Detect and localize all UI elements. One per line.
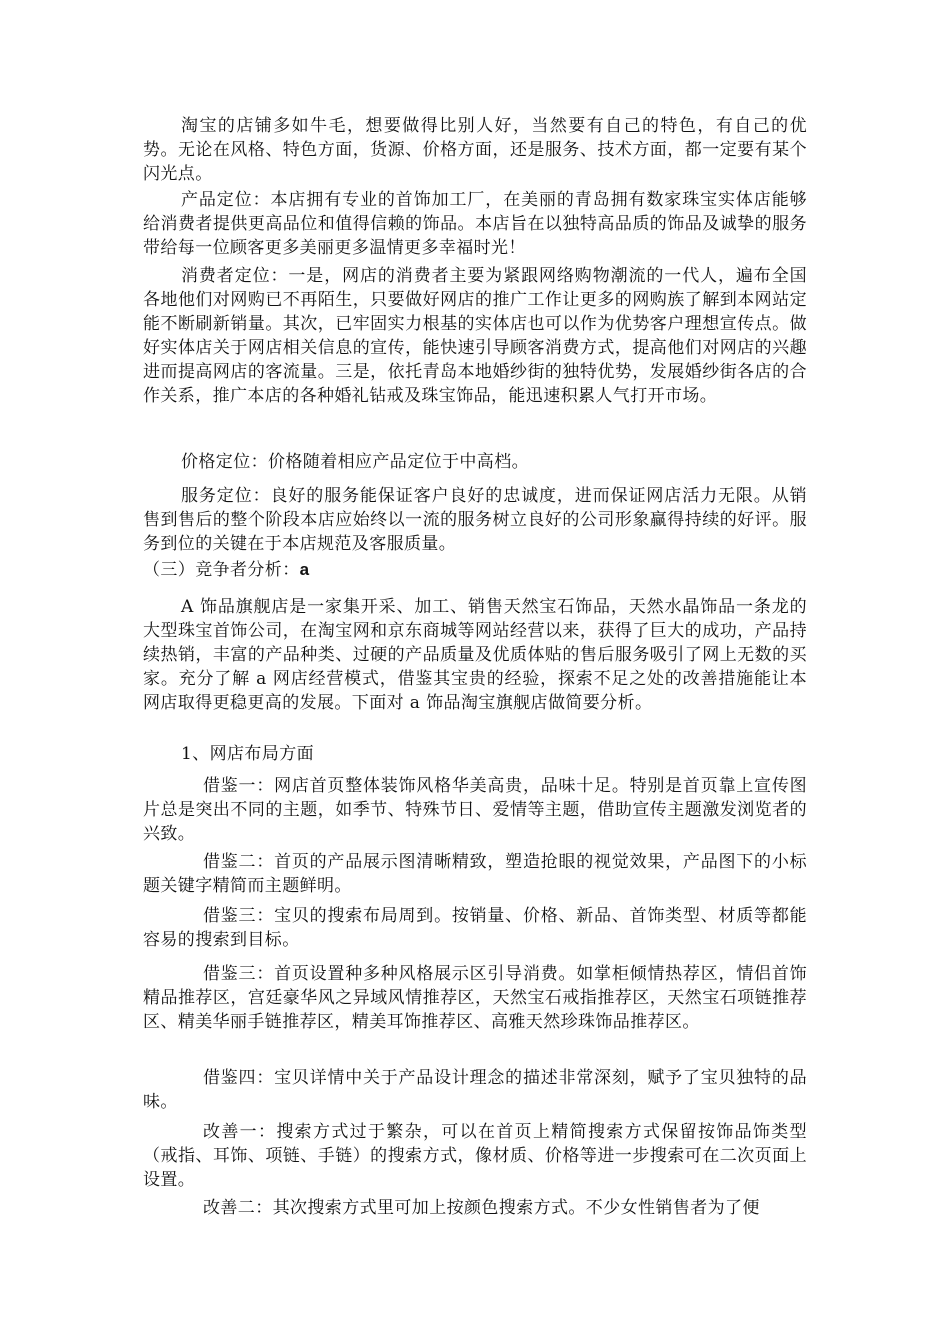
competitor-paragraph: A 饰品旗舰店是一家集开采、加工、销售天然宝石饰品，天然水晶饰品一条龙的大型珠宝首饰公司，在淘宝网和京东商城等网站经营以来，获得了巨大的成功，产品持续热销，丰富的产品种类、过硬的产品质量及优质体贴的售后服务吸引了网上无数的买家。充分了解 a 网店经营模式，借鉴其宝贵的经验，探索不足之处的改善措施能让本网店取得更稳更高的发展。下面对 a 饰品淘宝旗舰店做简要分析。 bbox=[143, 597, 807, 713]
price-positioning-paragraph: 价格定位：价格随着相应产品定位于中高档。 bbox=[181, 452, 529, 472]
borrow-item-3: 借鉴三：宝贝的搜索布局周到。按销量、价格、新品、首饰类型、材质等都能容易的搜索到目标。 bbox=[143, 906, 807, 950]
borrow-item-1: 借鉴一：网店首页整体装饰风格华美高贵，品味十足。特别是首页靠上宣传图片总是突出不同的主题，如季节、特殊节日、爱情等主题，借助宣传主题激发浏览者的兴致。 bbox=[143, 776, 807, 844]
section-heading-text: （三）竞争者分析： bbox=[143, 560, 300, 580]
improve-item-1: 改善一：搜索方式过于繁杂，可以在首页上精简搜索方式保留按饰品饰类型（戒指、耳饰、项链、手链）的搜索方式，像材质、价格等进一步搜索可在二次页面上设置。 bbox=[143, 1122, 807, 1190]
consumer-positioning-paragraph: 消费者定位：一是，网店的消费者主要为紧跟网络购物潮流的一代人，遍布全国各地他们对网购已不再陌生，只要做好网店的推广工作让更多的网购族了解到本网站定能不断刷新销量。其次，已牢固实力根基的实体店也可以作为优势客户理想宣传点。做好实体店关于网店相关信息的宣传，能快速引导顾客消费方式，提高他们对网店的兴趣进而提高网店的客流量。三是，依托青岛本地婚纱街的独特优势，发展婚纱街各店的合作关系，推广本店的各种婚礼钻戒及珠宝饰品，能迅速积累人气打开市场。 bbox=[143, 266, 807, 406]
borrow-item-5: 借鉴四：宝贝详情中关于产品设计理念的描述非常深刻，赋予了宝贝独特的品味。 bbox=[143, 1068, 807, 1112]
layout-subheading: 1、网店布局方面 bbox=[181, 744, 315, 764]
intro-paragraph: 淘宝的店铺多如牛毛，想要做得比别人好，当然要有自己的特色，有自己的优势。无论在风格、特色方面，货源、价格方面，还是服务、技术方面，都一定要有某个闪光点。 bbox=[143, 116, 807, 184]
improve-item-2: 改善二：其次搜索方式里可加上按颜色搜索方式。不少女性销售者为了便 bbox=[203, 1198, 760, 1218]
product-positioning-paragraph: 产品定位：本店拥有专业的首饰加工厂，在美丽的青岛拥有数家珠宝实体店能够给消费者提供更高品位和值得信赖的饰品。本店旨在以独特高品质的饰品及诚挚的服务带给每一位顾客更多美丽更多温情更多幸福时光！ bbox=[143, 190, 807, 258]
section-heading-letter: a bbox=[299, 560, 310, 579]
service-positioning-paragraph: 服务定位：良好的服务能保证客户良好的忠诚度，进而保证网店活力无限。从销售到售后的整个阶段本店应始终以一流的服务树立良好的公司形象赢得持续的好评。服务到位的关键在于本店规范及客服质量。 bbox=[143, 486, 807, 554]
borrow-item-2: 借鉴二：首页的产品展示图清晰精致，塑造抢眼的视觉效果，产品图下的小标题关键字精简而主题鲜明。 bbox=[143, 852, 807, 896]
borrow-item-4: 借鉴三：首页设置种多种风格展示区引导消费。如掌柜倾情热荐区，情侣首饰精品推荐区，宫廷豪华风之异域风情推荐区，天然宝石戒指推荐区，天然宝石项链推荐区、精美华丽手链推荐区，精美耳饰推荐区、高雅天然珍珠饰品推荐区。 bbox=[143, 964, 807, 1032]
section-heading bbox=[143, 558, 309, 582]
